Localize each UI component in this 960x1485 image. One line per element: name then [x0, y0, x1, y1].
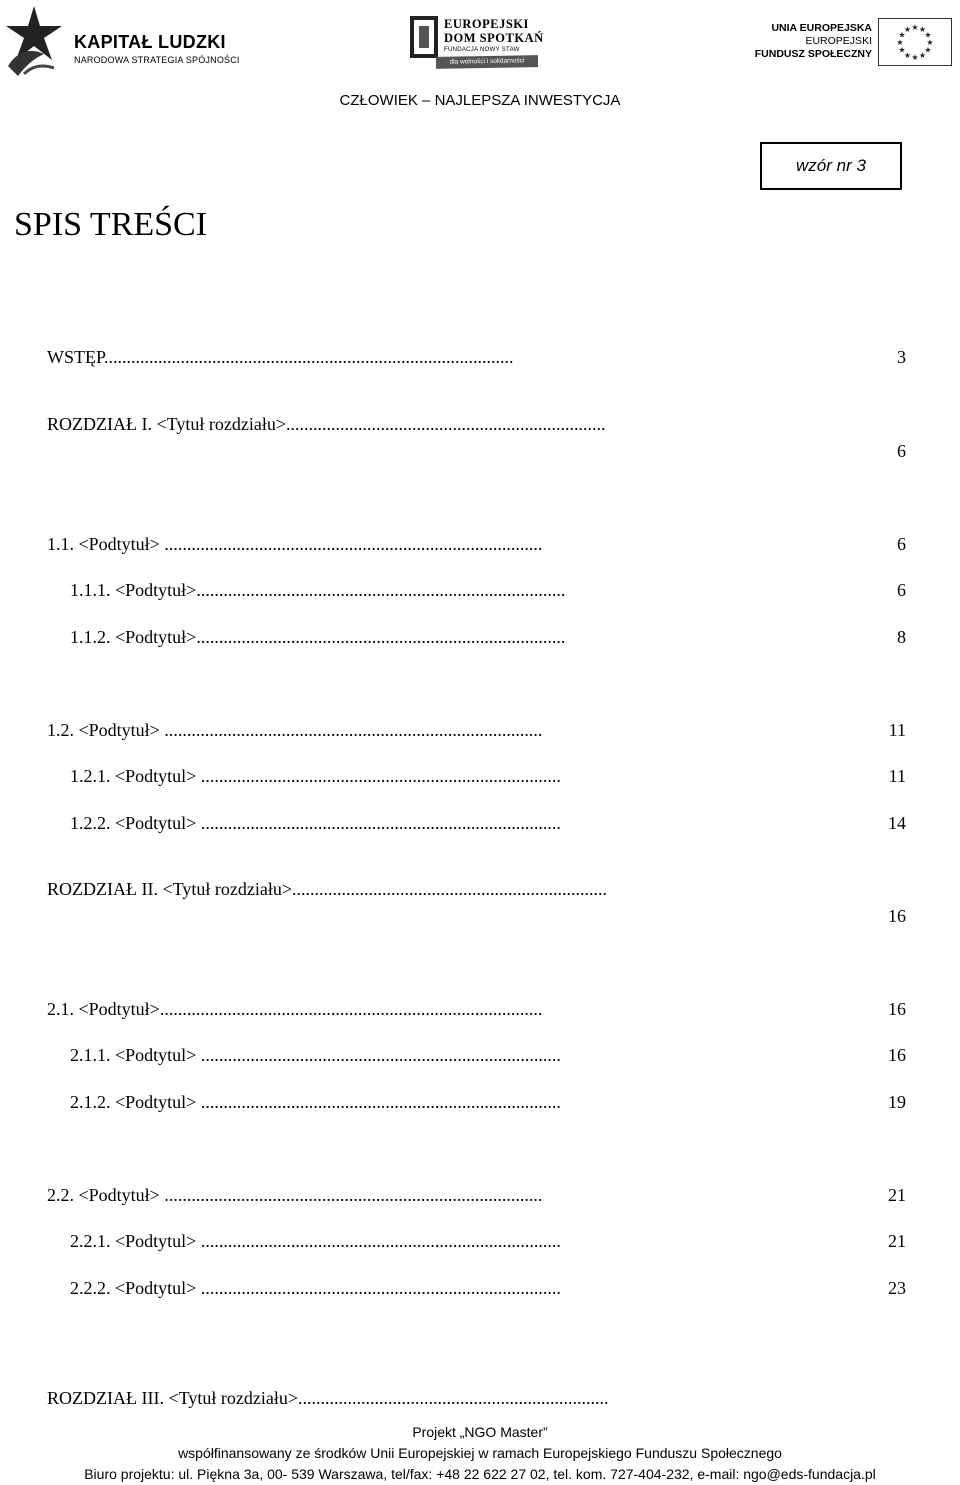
eu-star-icon: ★ [903, 25, 912, 34]
toc-entry-1-2-1: 1.2.1. <Podtytul> ................................................................................ [70, 766, 561, 786]
footer-funding: współfinansowany ze środków Unii Europejskiej w ramach Europejskiego Funduszu Społecznego [178, 1445, 782, 1461]
toc-title: SPIS TREŚCI [14, 206, 208, 243]
eu-star-icon: ★ [911, 53, 919, 62]
toc-page-1-2: 11 [888, 720, 906, 740]
toc-entry-2-2-1: 2.2.1. <Podtytul> ................................................................................ [70, 1231, 561, 1251]
toc-entry-1-2-2: 1.2.2. <Podtytul> ................................................................................ [70, 813, 561, 833]
toc-page-2-2-2: 23 [888, 1278, 906, 1298]
eu-line2: EUROPEJSKI [805, 35, 872, 47]
template-label: wzór nr 3 [796, 156, 866, 175]
toc-entry-2-1-2: 2.1.2. <Podtytul> ................................................................................ [70, 1092, 561, 1112]
toc-page-1-2-2: 14 [888, 813, 906, 833]
toc-entry-2-2: 2.2. <Podtytuł> .................................................................................... [47, 1185, 543, 1205]
eu-flag-icon [878, 18, 952, 66]
toc-page-wstep: 3 [897, 347, 906, 367]
toc-entry-1-1-2: 1.1.2. <Podtytuł>.................................................................................. [70, 627, 566, 647]
header-slogan: CZŁOWIEK – NAJLEPSZA INWESTYCJA [339, 92, 621, 109]
eds-logo [408, 14, 548, 72]
eu-star-icon: ★ [898, 45, 906, 55]
page-footer [0, 1422, 960, 1485]
eu-star-icon: ★ [903, 51, 912, 60]
eu-star-icon: ★ [926, 38, 934, 47]
kapital-ludzki-logo [4, 4, 244, 80]
toc-entry-2-2-2: 2.2.2. <Podtytul> ................................................................................ [70, 1278, 561, 1298]
toc-page-1-1: 6 [897, 534, 906, 554]
toc-page-2-2-1: 21 [888, 1231, 906, 1251]
kapital-ludzki-subtitle: NARODOWA STRATEGIA SPÓJNOŚCI [74, 55, 240, 65]
eds-line3: FUNDACJA NOWY STAW [444, 47, 520, 53]
eu-line1: UNIA EUROPEJSKA [771, 22, 872, 34]
toc-entry-rozdzial-2: ROZDZIAŁ II. <Tytuł rozdziału>...................................................................... [47, 879, 607, 899]
toc-entry-1-1-1: 1.1.1. <Podtytuł>.................................................................................. [70, 580, 566, 600]
template-label-box [760, 142, 902, 190]
toc-page-2-1-2: 19 [888, 1092, 906, 1112]
toc-entry-2-1-1: 2.1.1. <Podtytul> ................................................................................ [70, 1045, 561, 1065]
toc-entry-1-2: 1.2. <Podtytuł> .................................................................................... [47, 720, 543, 740]
eu-star-icon: ★ [924, 45, 932, 55]
eds-line1: EUROPEJSKI [444, 17, 529, 31]
eu-star-icon: ★ [918, 51, 927, 60]
toc-entry-1-1: 1.1. <Podtytuł> .................................................................................... [47, 534, 543, 554]
eu-star-icon: ★ [896, 38, 904, 47]
footer-contact: Biuro projektu: ul. Piękna 3a, 00- 539 Warszawa, tel/fax: +48 22 622 27 02, tel. kom. 727-404-232, e-mail: ngo@eds-fundacja.pl [84, 1466, 876, 1482]
eu-star-icon: ★ [924, 30, 932, 40]
toc-page-1-1-1: 6 [897, 580, 906, 600]
eu-star-icon: ★ [898, 30, 906, 40]
toc-entry-rozdzial-3: ROZDZIAŁ III. <Tytuł rozdziału>..................................................................... [47, 1388, 609, 1408]
eds-line2: DOM SPOTKAŃ [444, 31, 544, 45]
eds-tagline: dla wolności i solidarności [436, 55, 538, 69]
eu-star-icon: ★ [911, 23, 919, 32]
toc-page-2-1: 16 [888, 999, 906, 1019]
toc-entry-wstep: WSTĘP........................................................................................... [47, 347, 514, 367]
eu-efs-logo [754, 18, 956, 70]
eu-line3: FUNDUSZ SPOŁECZNY [754, 48, 872, 60]
toc-page-2-1-1: 16 [888, 1045, 906, 1065]
toc-page-rozdzial-2: 16 [888, 906, 906, 926]
toc-page-2-2: 21 [888, 1185, 906, 1205]
kapital-ludzki-star-icon [4, 4, 66, 78]
kapital-ludzki-title: KAPITAŁ LUDZKI [74, 32, 226, 52]
toc-entry-2-1: 2.1. <Podtytuł>..................................................................................... [47, 999, 543, 1019]
footer-project: Projekt „NGO Master” [412, 1424, 548, 1440]
toc-page-1-1-2: 8 [897, 627, 906, 647]
toc-entry-rozdzial-1: ROZDZIAŁ I. <Tytuł rozdziału>....................................................................... [47, 414, 606, 434]
eu-logo-text [755, 22, 872, 61]
eds-emblem-icon [410, 16, 440, 60]
toc-page-1-2-1: 11 [888, 766, 906, 786]
toc-page-rozdzial-1: 6 [897, 441, 906, 461]
eu-star-icon: ★ [918, 25, 927, 34]
